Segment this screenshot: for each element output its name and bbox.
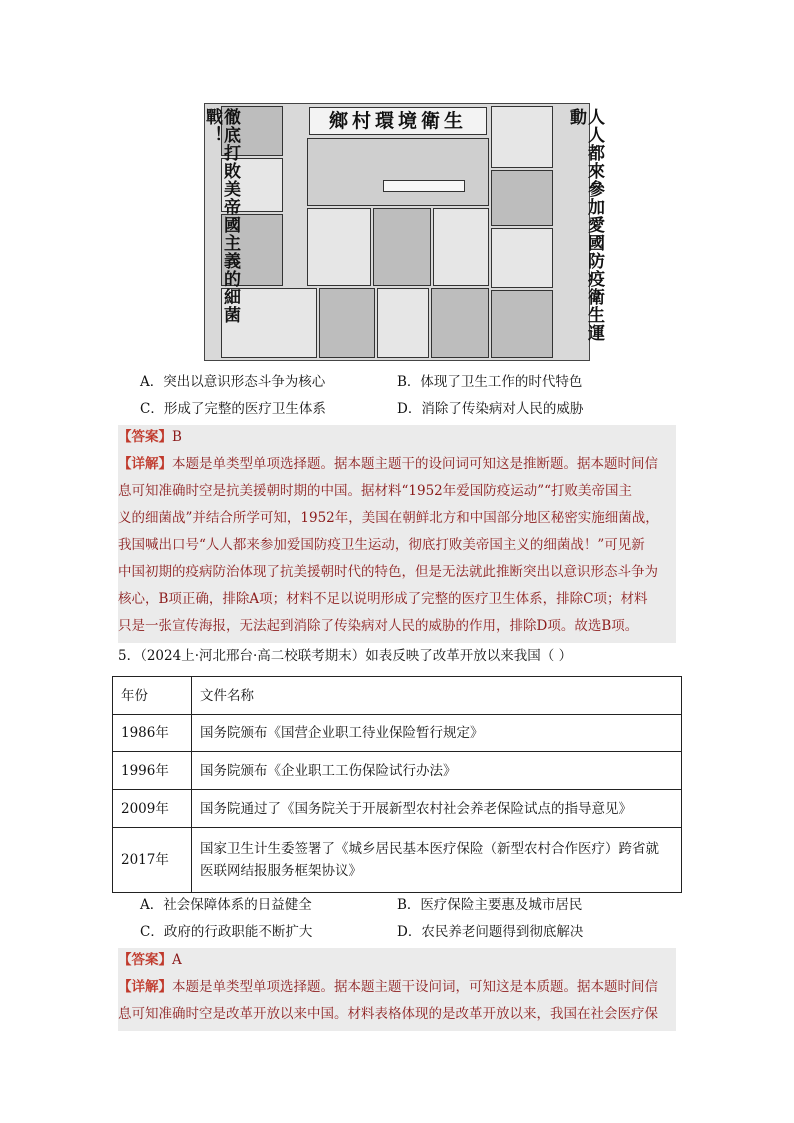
q4-explain-line-3: 义的细菌战”并结合所学可知，1952年，美国在朝鲜北方和中国部分地区秘密实施细菌战， <box>118 510 659 526</box>
q4-explain-line-2: 息可知准确时空是抗美援朝时期的中国。据材料“1952年爱国防疫运动”“打败美帝国主 <box>118 483 633 499</box>
q5-answer-line <box>118 949 182 971</box>
q5-explain-line-2: 息可知准确时空是改革开放以来中国。材料表格体现的是改革开放以来，我国在社会医疗保 <box>118 1006 658 1022</box>
q4-explain-line-1: 【详解】本题是单类型单项选择题。据本题主题干的设问词可知这是推断题。据本题时间信 <box>118 456 658 472</box>
q4-option-c: C．形成了完整的医疗卫生体系 <box>140 401 326 417</box>
table-header-row <box>113 677 682 715</box>
q4-option-d: D．消除了传染病对人民的威胁 <box>397 401 584 417</box>
q5-option-a: A．社会保障体系的日益健全 <box>140 897 312 913</box>
q4-option-b: B．体现了卫生工作的时代特色 <box>397 374 583 390</box>
poster-panel <box>319 288 375 358</box>
q5-option-c: C．政府的行政职能不断扩大 <box>140 924 313 940</box>
table-row: 1996年 国务院颁布《企业职工工伤保险试行办法》 <box>113 752 682 790</box>
q4-explain-line-4: 我国喊出口号“人人都来参加爱国防疫卫生运动，彻底打败美帝国主义的细菌战！”可见新 <box>118 537 645 553</box>
table-header-doc: 文件名称 <box>192 677 682 715</box>
poster-panel <box>431 288 489 358</box>
table-row: 1986年 国务院颁布《国营企业职工待业保险暂行规定》 <box>113 715 682 752</box>
poster-title: 鄉村環境衛生 <box>309 107 487 135</box>
table-row: 2017年 国家卫生计生委签署了《城乡居民基本医疗保险（新型农村合作医疗）跨省就 医联网结报服务框架协议》 <box>113 828 682 893</box>
poster-panel <box>307 208 371 286</box>
poster-caption-sign <box>383 180 465 192</box>
q4-explain-line-7: 只是一张宣传海报，无法起到消除了传染病对人民的威胁的作用，排除D项。故选B项。 <box>118 618 639 634</box>
poster-panel <box>433 208 489 286</box>
propaganda-poster-image <box>202 103 604 361</box>
poster-panel <box>491 290 553 358</box>
answer-value: B <box>172 429 182 445</box>
answer-tag: 【答案】 <box>118 952 172 968</box>
q5-option-d: D．农民养老问题得到彻底解决 <box>397 924 584 940</box>
table-row: 2009年 国务院通过了《国务院关于开展新型农村社会养老保险试点的指导意见》 <box>113 790 682 828</box>
poster-right-slogan: 人人都來參加愛國防疫衛生運動 <box>566 108 604 342</box>
answer-tag: 【答案】 <box>118 429 172 445</box>
q4-option-a: A．突出以意识形态斗争为核心 <box>140 374 326 390</box>
poster-panel <box>307 138 489 206</box>
q5-answer-block <box>118 948 676 1031</box>
poster-panel <box>373 208 431 286</box>
answer-value: A <box>172 952 182 968</box>
table-header-year: 年份 <box>113 677 192 715</box>
q5-explain-line-1: 【详解】本题是单类型单项选择题。据本题主题干设问词，可知这是本质题。据本题时间信 <box>118 979 658 995</box>
q4-explain-line-6: 核心，B项正确，排除A项；材料不足以说明形成了完整的医疗卫生体系，排除C项；材料 <box>118 591 648 607</box>
q4-answer-line <box>118 426 182 448</box>
q4-answer-block <box>118 425 676 643</box>
poster-panel <box>377 288 429 358</box>
q5-document-table <box>112 676 682 893</box>
poster-left-slogan: 徹底打敗美帝國主義的細菌戰！ <box>202 108 240 324</box>
poster-panel <box>491 106 553 168</box>
poster-panel <box>491 170 553 226</box>
q4-explain-line-5: 中国初期的疫病防治体现了抗美援朝时代的特色，但是无法就此推断突出以意识形态斗争为 <box>118 564 658 580</box>
explain-tag: 【详解】 <box>118 979 172 995</box>
explain-tag: 【详解】 <box>118 456 172 472</box>
q5-stem: 5．（2024上·河北邢台·高二校联考期末）如表反映了改革开放以来我国（ ） <box>118 648 573 664</box>
q5-option-b: B．医疗保险主要惠及城市居民 <box>397 897 583 913</box>
poster-panel <box>491 228 553 288</box>
